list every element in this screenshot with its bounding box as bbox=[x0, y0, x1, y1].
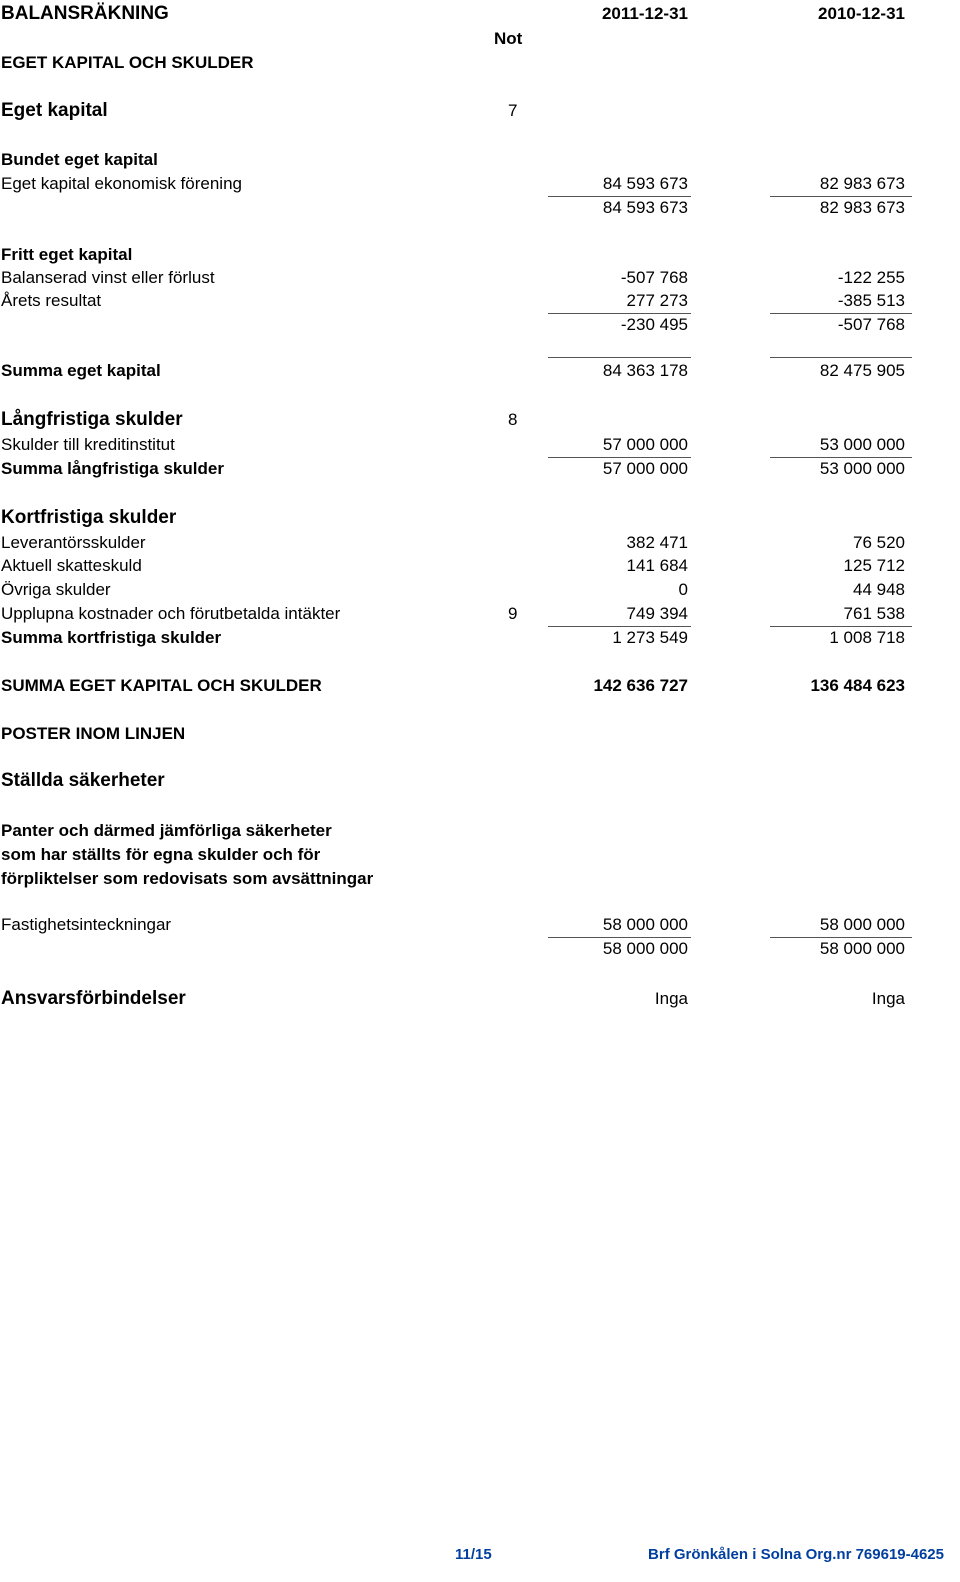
row-label: Panter och därmed jämförliga säkerheter bbox=[1, 821, 332, 840]
subtotal-rule bbox=[548, 457, 691, 458]
value-2011: 84 593 673 bbox=[602, 174, 688, 193]
value-2011: 141 684 bbox=[626, 556, 688, 575]
row-label: Eget kapital ekonomisk förening bbox=[1, 174, 242, 193]
value-2010: 53 000 000 bbox=[819, 459, 905, 478]
value-2011: 749 394 bbox=[626, 604, 688, 623]
value-2011: 142 636 727 bbox=[593, 676, 688, 695]
value-2010: 136 484 623 bbox=[810, 676, 905, 695]
row-label: Årets resultat bbox=[1, 291, 102, 310]
year-2010-header: 2010-12-31 bbox=[818, 4, 905, 23]
value-2010: 761 538 bbox=[843, 604, 905, 623]
row-label: Ställda säkerheter bbox=[1, 770, 165, 791]
value-2010: 1 008 718 bbox=[829, 628, 905, 647]
value-2011: 382 471 bbox=[626, 533, 688, 552]
value-2011: 277 273 bbox=[626, 291, 688, 310]
ek-forening-row bbox=[0, 174, 960, 198]
page-number: 11/15 bbox=[455, 1546, 492, 1563]
year-2011-header: 2011-12-31 bbox=[601, 4, 688, 23]
subtotal-rule bbox=[770, 937, 912, 938]
ansvar-row bbox=[0, 989, 960, 1013]
row-label: förpliktelser som redovisats som avsättningar bbox=[1, 869, 374, 888]
row-label: Långfristiga skulder bbox=[1, 409, 183, 430]
value-2011: 57 000 000 bbox=[602, 435, 688, 454]
value-2010: 53 000 000 bbox=[819, 435, 905, 454]
subtotal-rule bbox=[770, 196, 912, 197]
subtotal-rule bbox=[770, 313, 912, 314]
subtotal-rule bbox=[548, 937, 691, 938]
subtotal-rule bbox=[770, 626, 912, 627]
value-2010: -385 513 bbox=[837, 291, 905, 310]
value-2010: Inga bbox=[871, 989, 905, 1008]
value-2011: 1 273 549 bbox=[612, 628, 688, 647]
panter-row-2 bbox=[0, 845, 960, 869]
bundet-sum-row bbox=[0, 198, 960, 222]
note-ref: 7 bbox=[508, 101, 518, 120]
ovriga-row bbox=[0, 580, 960, 604]
balanserad-row bbox=[0, 268, 960, 292]
summa-eget-kapital-row bbox=[0, 361, 960, 385]
page-title: BALANSRÄKNING bbox=[1, 3, 169, 24]
value-2010: 125 712 bbox=[843, 556, 905, 575]
total-rule bbox=[770, 357, 912, 358]
section-heading: EGET KAPITAL OCH SKULDER bbox=[1, 53, 254, 72]
value-2010: -507 768 bbox=[837, 315, 905, 334]
eget-kapital-row bbox=[0, 101, 960, 125]
fastighet-row bbox=[0, 915, 960, 939]
value-2011: 57 000 000 bbox=[602, 459, 688, 478]
subtotal-rule bbox=[548, 626, 691, 627]
stallda-heading-row bbox=[0, 771, 960, 795]
row-label: Eget kapital bbox=[1, 100, 108, 121]
row-label: Leverantörsskulder bbox=[1, 533, 146, 552]
value-2010: 76 520 bbox=[853, 533, 905, 552]
summa-kortfristiga-row bbox=[0, 628, 960, 652]
total-rule bbox=[548, 357, 691, 358]
row-label: POSTER INOM LINJEN bbox=[1, 724, 186, 743]
panter-row-1 bbox=[0, 821, 960, 845]
fritt-sum-row bbox=[0, 315, 960, 339]
value-2010: 44 948 bbox=[853, 580, 905, 599]
row-label: Kortfristiga skulder bbox=[1, 507, 177, 528]
summa-total-row bbox=[0, 676, 960, 700]
summa-langfristiga-row bbox=[0, 459, 960, 483]
kortfristiga-heading-row bbox=[0, 508, 960, 532]
row-label: Aktuell skatteskuld bbox=[1, 556, 142, 575]
poster-heading-row bbox=[0, 724, 960, 748]
value-2010: 82 475 905 bbox=[819, 361, 905, 380]
langfristiga-heading-row bbox=[0, 410, 960, 434]
organization-footer: Brf Grönkålen i Solna Org.nr 769619-4625 bbox=[648, 1546, 944, 1563]
upplupna-row bbox=[0, 604, 960, 628]
value-2011: -230 495 bbox=[620, 315, 688, 334]
skatteskuld-row bbox=[0, 556, 960, 580]
skulder-kredit-row bbox=[0, 435, 960, 459]
value-2010: -122 255 bbox=[837, 268, 905, 287]
arets-resultat-row bbox=[0, 291, 960, 315]
value-2010: 82 983 673 bbox=[819, 198, 905, 217]
value-2010: 82 983 673 bbox=[819, 174, 905, 193]
row-label: Summa eget kapital bbox=[1, 361, 161, 380]
value-2011: 0 bbox=[678, 580, 688, 599]
row-label: som har ställts för egna skulder och för bbox=[1, 845, 321, 864]
not-column-header: Not bbox=[494, 29, 523, 48]
value-2011: -507 768 bbox=[620, 268, 688, 287]
row-label: Fastighetsinteckningar bbox=[1, 915, 172, 934]
subtotal-rule bbox=[548, 313, 691, 314]
fritt-heading-row bbox=[0, 245, 960, 269]
row-label: Bundet eget kapital bbox=[1, 150, 158, 169]
value-2011: 84 363 178 bbox=[602, 361, 688, 380]
row-label: Övriga skulder bbox=[1, 580, 111, 599]
section-heading-row bbox=[0, 53, 960, 77]
header-row bbox=[0, 4, 960, 28]
page-footer bbox=[0, 1545, 960, 1569]
row-label: Ansvarsförbindelser bbox=[1, 988, 186, 1009]
leverantor-row bbox=[0, 533, 960, 557]
row-label: Upplupna kostnader och förutbetalda intäkter bbox=[1, 604, 341, 623]
bundet-heading-row bbox=[0, 150, 960, 174]
value-2010: 58 000 000 bbox=[819, 939, 905, 958]
subtotal-rule bbox=[548, 196, 691, 197]
value-2010: 58 000 000 bbox=[819, 915, 905, 934]
row-label: Summa långfristiga skulder bbox=[1, 459, 224, 478]
value-2011: 58 000 000 bbox=[602, 915, 688, 934]
subtotal-rule bbox=[770, 457, 912, 458]
fastighet-sum-row bbox=[0, 939, 960, 963]
row-label: Balanserad vinst eller förlust bbox=[1, 268, 215, 287]
row-label: Fritt eget kapital bbox=[1, 245, 133, 264]
note-ref: 9 bbox=[508, 604, 518, 623]
row-label: Skulder till kreditinstitut bbox=[1, 435, 175, 454]
row-label: SUMMA EGET KAPITAL OCH SKULDER bbox=[1, 676, 322, 695]
value-2011: 84 593 673 bbox=[602, 198, 688, 217]
value-2011: 58 000 000 bbox=[602, 939, 688, 958]
panter-row-3 bbox=[0, 869, 960, 893]
value-2011: Inga bbox=[654, 989, 688, 1008]
row-label: Summa kortfristiga skulder bbox=[1, 628, 222, 647]
note-ref: 8 bbox=[508, 410, 518, 429]
note-header-row bbox=[0, 29, 960, 53]
